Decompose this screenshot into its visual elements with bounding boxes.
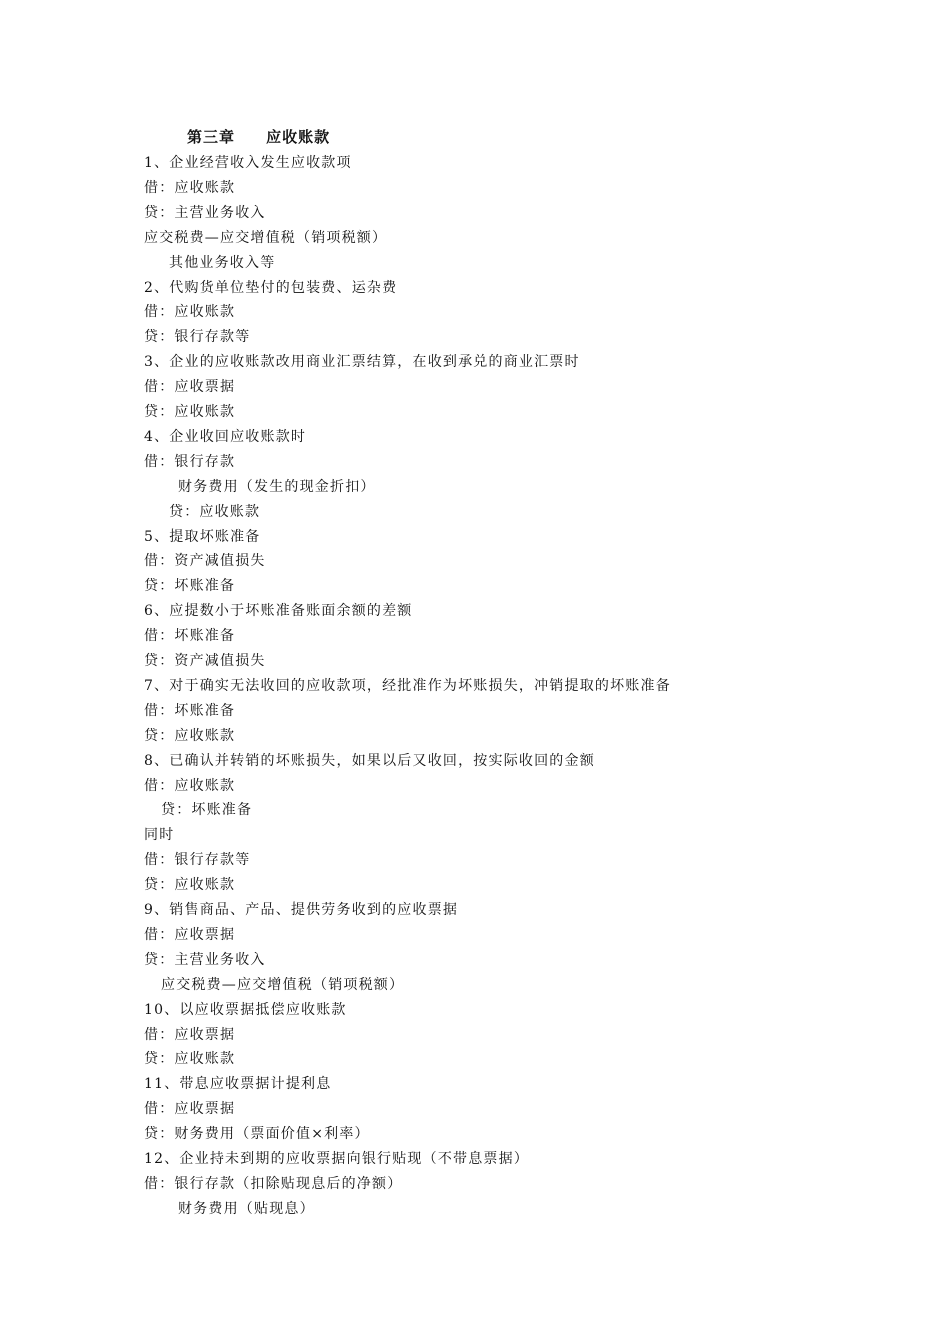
document-line: 财务费用（贴现息） <box>178 1200 315 1217</box>
document-line: 贷：应收账款 <box>144 404 236 420</box>
document-line: 其他业务收入等 <box>169 254 276 271</box>
document-line: 借：应收账款 <box>144 304 236 321</box>
document-line: 5、提取坏账准备 <box>144 528 261 545</box>
document-line: 11、带息应收票据计提利息 <box>144 1076 332 1093</box>
document-line: 8、已确认并转销的坏账损失，如果以后又收回，按实际收回的金额 <box>144 752 595 769</box>
document-line: 贷：财务费用（票面价值×利率） <box>144 1126 370 1143</box>
document-line: 借：银行存款 <box>144 453 236 470</box>
document-line: 财务费用（发生的现金折扣） <box>178 478 376 495</box>
document-line: 贷：应收账款 <box>144 727 236 744</box>
document-line: 贷：资产减值损失 <box>144 653 266 669</box>
document-line: 借：应收账款 <box>144 179 236 196</box>
document-line: 6、应提数小于坏账准备账面余额的差额 <box>144 603 413 620</box>
document-line: 借：应收账款 <box>144 777 236 794</box>
document-line: 贷：主营业务收入 <box>144 951 266 968</box>
document-line: 借：坏账准备 <box>144 628 236 645</box>
document-line: 贷：主营业务收入 <box>144 204 266 221</box>
chapter-title: 第三章 应收账款 <box>187 128 331 146</box>
document-line: 3、企业的应收账款改用商业汇票结算，在收到承兑的商业汇票时 <box>144 354 580 371</box>
document-line: 10、以应收票据抵偿应收账款 <box>144 1001 347 1018</box>
document-line: 借：银行存款（扣除贴现息后的净额） <box>144 1175 403 1192</box>
document-line: 应交税费—应交增值税（销项税额） <box>144 229 388 246</box>
document-line: 贷：坏账准备 <box>161 802 253 819</box>
document-line: 借：银行存款等 <box>144 852 251 869</box>
document-line: 1、企业经营收入发生应收款项 <box>144 155 352 171</box>
document-line: 2、代购货单位垫付的包装费、运杂费 <box>144 279 398 296</box>
document-line: 借：应收票据 <box>144 1101 236 1118</box>
document-line: 贷：银行存款等 <box>144 329 251 346</box>
document-line: 9、销售商品、产品、提供劳务收到的应收票据 <box>144 902 459 918</box>
document-line: 借：应收票据 <box>144 379 236 396</box>
document-line: 借：应收票据 <box>144 1026 236 1043</box>
document-line: 12、企业持未到期的应收票据向银行贴现（不带息票据） <box>144 1151 530 1167</box>
document-line: 借：坏账准备 <box>144 702 236 719</box>
document-line: 同时 <box>144 827 175 844</box>
document-line: 贷：应收账款 <box>169 503 261 520</box>
document-line: 4、企业收回应收账款时 <box>144 428 307 445</box>
document-line: 贷：应收账款 <box>144 877 236 894</box>
document-line: 贷：应收账款 <box>144 1051 236 1068</box>
document-line: 贷：坏账准备 <box>144 578 236 595</box>
document-line: 7、对于确实无法收回的应收款项，经批准作为坏账损失，冲销提取的坏账准备 <box>144 677 671 694</box>
document-line: 应交税费—应交增值税（销项税额） <box>161 976 405 993</box>
document-line: 借：资产减值损失 <box>144 553 266 570</box>
document-line: 借：应收票据 <box>144 926 236 943</box>
